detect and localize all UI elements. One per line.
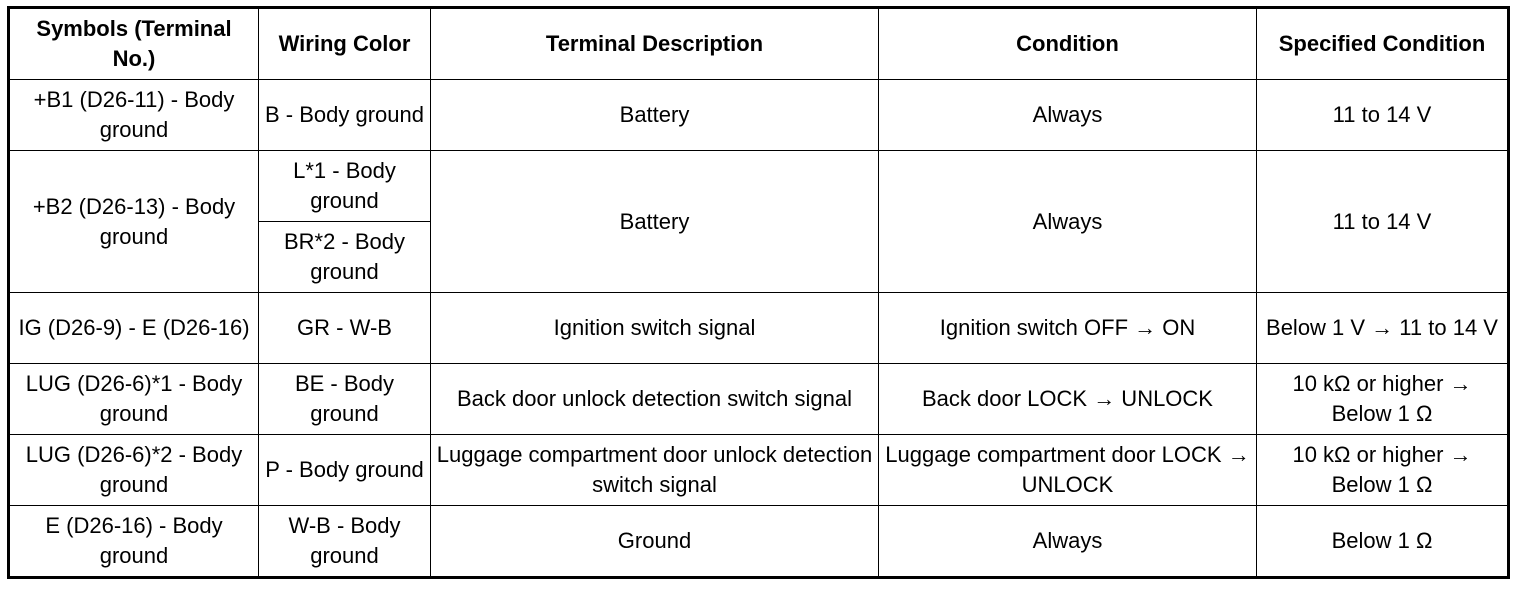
cell-condition: Luggage compartment door LOCK → UNLOCK (879, 435, 1257, 506)
cell-terminal-description: Battery (431, 151, 879, 293)
header-wiring-color: Wiring Color (259, 8, 431, 80)
cell-wiring-color: GR - W-B (259, 293, 431, 364)
cell-wiring-color: L*1 - Body ground (259, 151, 431, 222)
table-row (9, 506, 1509, 578)
cell-wiring-color: P - Body ground (259, 435, 431, 506)
cell-terminal-description: Ignition switch signal (431, 293, 879, 364)
table-header-row (9, 8, 1509, 80)
terminal-table-container (7, 6, 1510, 579)
cell-condition: Always (879, 506, 1257, 578)
table-row (9, 364, 1509, 435)
cell-specified-condition: 11 to 14 V (1257, 151, 1509, 293)
cell-symbols: LUG (D26-6)*2 - Body ground (9, 435, 259, 506)
table-row (9, 293, 1509, 364)
cell-specified-condition: 10 kΩ or higher → Below 1 Ω (1257, 435, 1509, 506)
table-row (9, 435, 1509, 506)
cell-symbols: +B1 (D26-11) - Body ground (9, 80, 259, 151)
cell-symbols: LUG (D26-6)*1 - Body ground (9, 364, 259, 435)
cell-wiring-color: BR*2 - Body ground (259, 222, 431, 293)
cell-terminal-description: Battery (431, 80, 879, 151)
cell-terminal-description: Back door unlock detection switch signal (431, 364, 879, 435)
header-specified-condition: Specified Condition (1257, 8, 1509, 80)
cell-specified-condition: 11 to 14 V (1257, 80, 1509, 151)
cell-condition: Always (879, 151, 1257, 293)
cell-wiring-color: W-B - Body ground (259, 506, 431, 578)
cell-wiring-color: BE - Body ground (259, 364, 431, 435)
cell-condition: Always (879, 80, 1257, 151)
cell-specified-condition: Below 1 Ω (1257, 506, 1509, 578)
header-condition: Condition (879, 8, 1257, 80)
table-row (9, 80, 1509, 151)
cell-symbols: E (D26-16) - Body ground (9, 506, 259, 578)
header-symbols: Symbols (Terminal No.) (9, 8, 259, 80)
cell-terminal-description: Luggage compartment door unlock detection switch signal (431, 435, 879, 506)
table-row (9, 151, 1509, 222)
cell-condition: Back door LOCK → UNLOCK (879, 364, 1257, 435)
cell-symbols: +B2 (D26-13) - Body ground (9, 151, 259, 293)
header-terminal-description: Terminal Description (431, 8, 879, 80)
cell-wiring-color: B - Body ground (259, 80, 431, 151)
cell-terminal-description: Ground (431, 506, 879, 578)
terminal-specification-table (7, 6, 1510, 579)
cell-symbols: IG (D26-9) - E (D26-16) (9, 293, 259, 364)
cell-condition: Ignition switch OFF → ON (879, 293, 1257, 364)
cell-specified-condition: 10 kΩ or higher → Below 1 Ω (1257, 364, 1509, 435)
cell-specified-condition: Below 1 V → 11 to 14 V (1257, 293, 1509, 364)
